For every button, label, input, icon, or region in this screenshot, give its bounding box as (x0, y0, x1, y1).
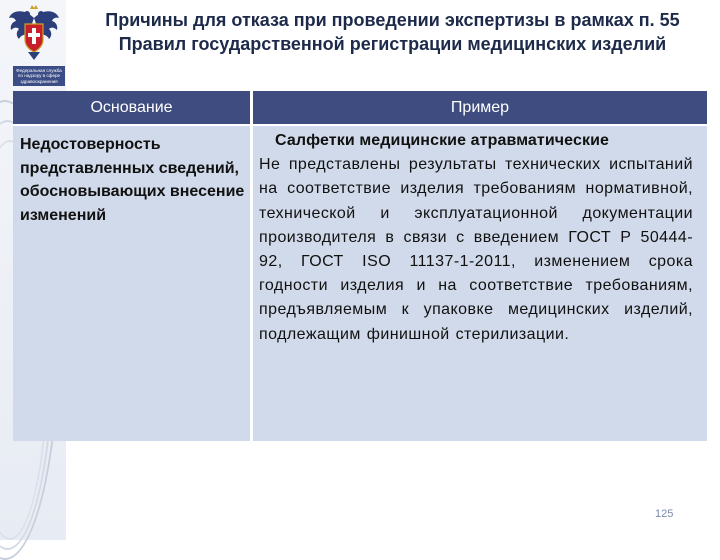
double-headed-eagle-icon (6, 4, 62, 64)
roszdravnadzor-logo (6, 4, 62, 94)
basis-cell: Недостоверность представленных сведений, обосновывающих внесение изменений (20, 136, 245, 224)
logo-caption: Федеральная служба по надзору в сфере здравоохранения (13, 66, 65, 86)
example-cell (259, 129, 693, 347)
header-divider (13, 124, 707, 126)
reasons-table (13, 91, 707, 441)
page-title (70, 8, 715, 56)
page-number: 125 (655, 508, 674, 520)
example-text: Не представлены результаты технических испытаний на соответствие изделия требованиям нормативной, технической и эксплуатационной документации производителя в связи с введением ГОСТ Р 50444-92, ГОСТ ISO 11137-1-2011, изменением срока годности изделия и на соответствие требованиям, предъявляемым к упаковке медицинских изделий, подлежащим финишной стерилизации. (259, 156, 693, 343)
example-title: Салфетки медицинские атравматические (275, 132, 610, 149)
title-line-2: Правил государственной регистрации медицинских изделий (118, 34, 667, 54)
column-header-basis: Основание (13, 91, 250, 124)
column-header-example: Пример (253, 91, 707, 124)
column-divider (250, 91, 253, 441)
title-line-1: Причины для отказа при проведении экспертизы в рамках п. 55 (105, 10, 680, 30)
